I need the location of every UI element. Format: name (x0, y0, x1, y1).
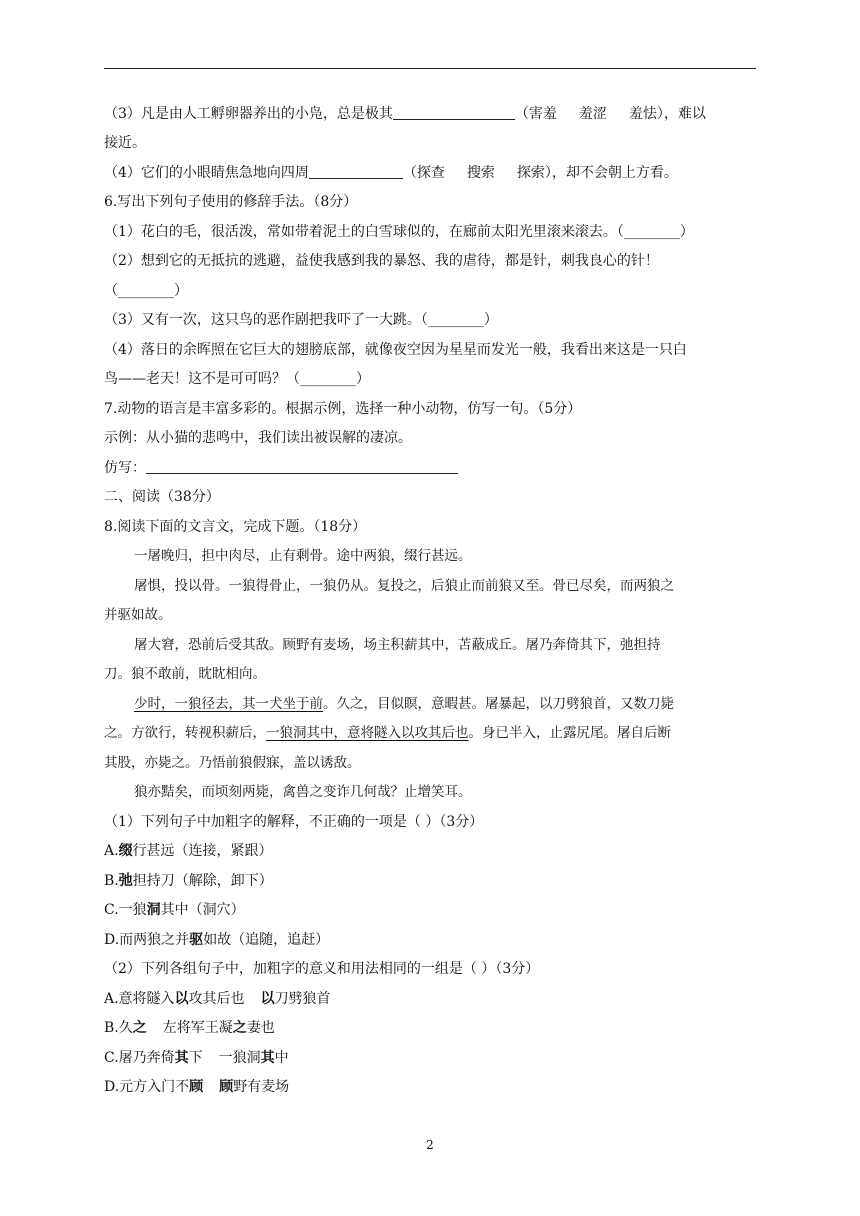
sub2-option-a[interactable]: A.意将隧入以攻其后也 以刀劈狼首 (104, 991, 331, 1007)
q6-sentence-1: （1）花白的毛，很活泼，常如带着泥土的白雪球似的，在廊前太阳光里滚来滚去。（________） (104, 224, 694, 240)
q6-sentence-4: （4）落日的余晖照在它巨大的翅膀底部，就像夜空因为星星而发光一般，我看出来这是一只白 (104, 342, 687, 358)
imitate-answer-line[interactable] (146, 459, 458, 474)
q6-sentence-3: （3）又有一次，这只鸟的恶作剧把我吓了一大跳。（________） (104, 312, 498, 328)
sub1-option-d[interactable]: D.而两狼之并驱如故（追随，追赶） (104, 932, 330, 948)
page-number: 2 (426, 1138, 434, 1152)
section-title: 二、阅读（38分） (104, 489, 220, 505)
q7-example: 示例：从小猫的悲鸣中，我们读出被误解的凄凉。 (104, 430, 412, 446)
sub2-title: （2）下列各组句子中，加粗字的意义和用法相同的一组是（ ）（3分） (104, 961, 540, 977)
passage-paragraph-2-cont: 并驱如故。 (104, 607, 172, 623)
passage-paragraph-1: 一屠晚归，担中肉尽，止有剩骨。途中两狼，缀行甚远。 (134, 548, 472, 564)
sub1-title: （1）下列句子中加粗字的解释，不正确的一项是（ ）（3分） (104, 814, 484, 830)
sub2-option-d[interactable]: D.元方入门不顾 顾野有麦场 (104, 1079, 290, 1095)
q7-imitate: 仿写： (104, 458, 458, 478)
passage-paragraph-3-cont: 刀。狼不敢前，眈眈相向。 (104, 666, 266, 682)
passage-paragraph-4-end: 其股，亦毙之。乃悟前狼假寐，盖以诱敌。 (104, 755, 361, 771)
q5-item-4: （4）它们的小眼睛焦急地向四周 （探查 搜索 探索），却不会朝上方看。 (104, 165, 678, 181)
underlined-sentence: 少时，一狼径去，其一犬坐于前 (134, 696, 323, 712)
q8-title: 8.阅读下面的文言文，完成下题。（18分） (104, 519, 367, 535)
q6-sentence-2-cont: （________） (104, 283, 188, 299)
q6-sentence-2: （2）想到它的无抵抗的逃避，益使我感到我的暴怒、我的虐待，都是针，刺我良心的针！ (104, 253, 659, 269)
header-rule (104, 68, 756, 69)
q6-title: 6.写出下列句子使用的修辞手法。（8分） (104, 194, 358, 210)
passage-paragraph-3: 屠大窘，恐前后受其敌。顾野有麦场，场主积薪其中，苫蔽成丘。屠乃奔倚其下，弛担持 (134, 637, 661, 653)
answer-blank[interactable] (393, 105, 515, 120)
sub1-option-a[interactable]: A.缀行甚远（连接，紧跟） (104, 843, 273, 859)
underlined-sentence: 一狼洞其中，意将隧入以攻其后也 (266, 725, 469, 741)
sub1-option-b[interactable]: B.弛担持刀（解除，卸下） (104, 873, 273, 889)
sub2-option-b[interactable]: B.久之 左将军王凝之妻也 (104, 1020, 275, 1036)
q5-item-3-cont: 接近。 (104, 135, 146, 151)
q6-sentence-4-cont: 鸟——老天！这不是可可吗？（________） (104, 371, 370, 387)
passage-paragraph-4-cont: 之。方欲行，转视积薪后，一狼洞其中，意将隧入以攻其后也。身已半入，止露尻尾。屠自后断 (104, 725, 671, 741)
answer-blank[interactable] (309, 164, 403, 179)
passage-paragraph-5: 狼亦黠矣，而顷刻两毙，禽兽之变诈几何哉？止增笑耳。 (134, 784, 472, 800)
passage-paragraph-2: 屠惧，投以骨。一狼得骨止，一狼仍从。复投之，后狼止而前狼又至。骨已尽矣，而两狼之 (134, 578, 674, 594)
q5-item-3: （3）凡是由人工孵卵器养出的小凫，总是极其 （害羞 羞涩 羞怯），难以 (104, 106, 706, 122)
q7-title: 7.动物的语言是丰富多彩的。根据示例，选择一种小动物，仿写一句。（5分） (104, 401, 582, 417)
sub1-option-c[interactable]: C.一狼洞其中（洞穴） (104, 902, 245, 918)
passage-paragraph-4: 少时，一狼径去，其一犬坐于前。久之，目似瞑，意暇甚。屠暴起，以刀劈狼首，又数刀毙 (134, 696, 674, 712)
sub2-option-c[interactable]: C.屠乃奔倚其下 一狼洞其中 (104, 1050, 289, 1066)
